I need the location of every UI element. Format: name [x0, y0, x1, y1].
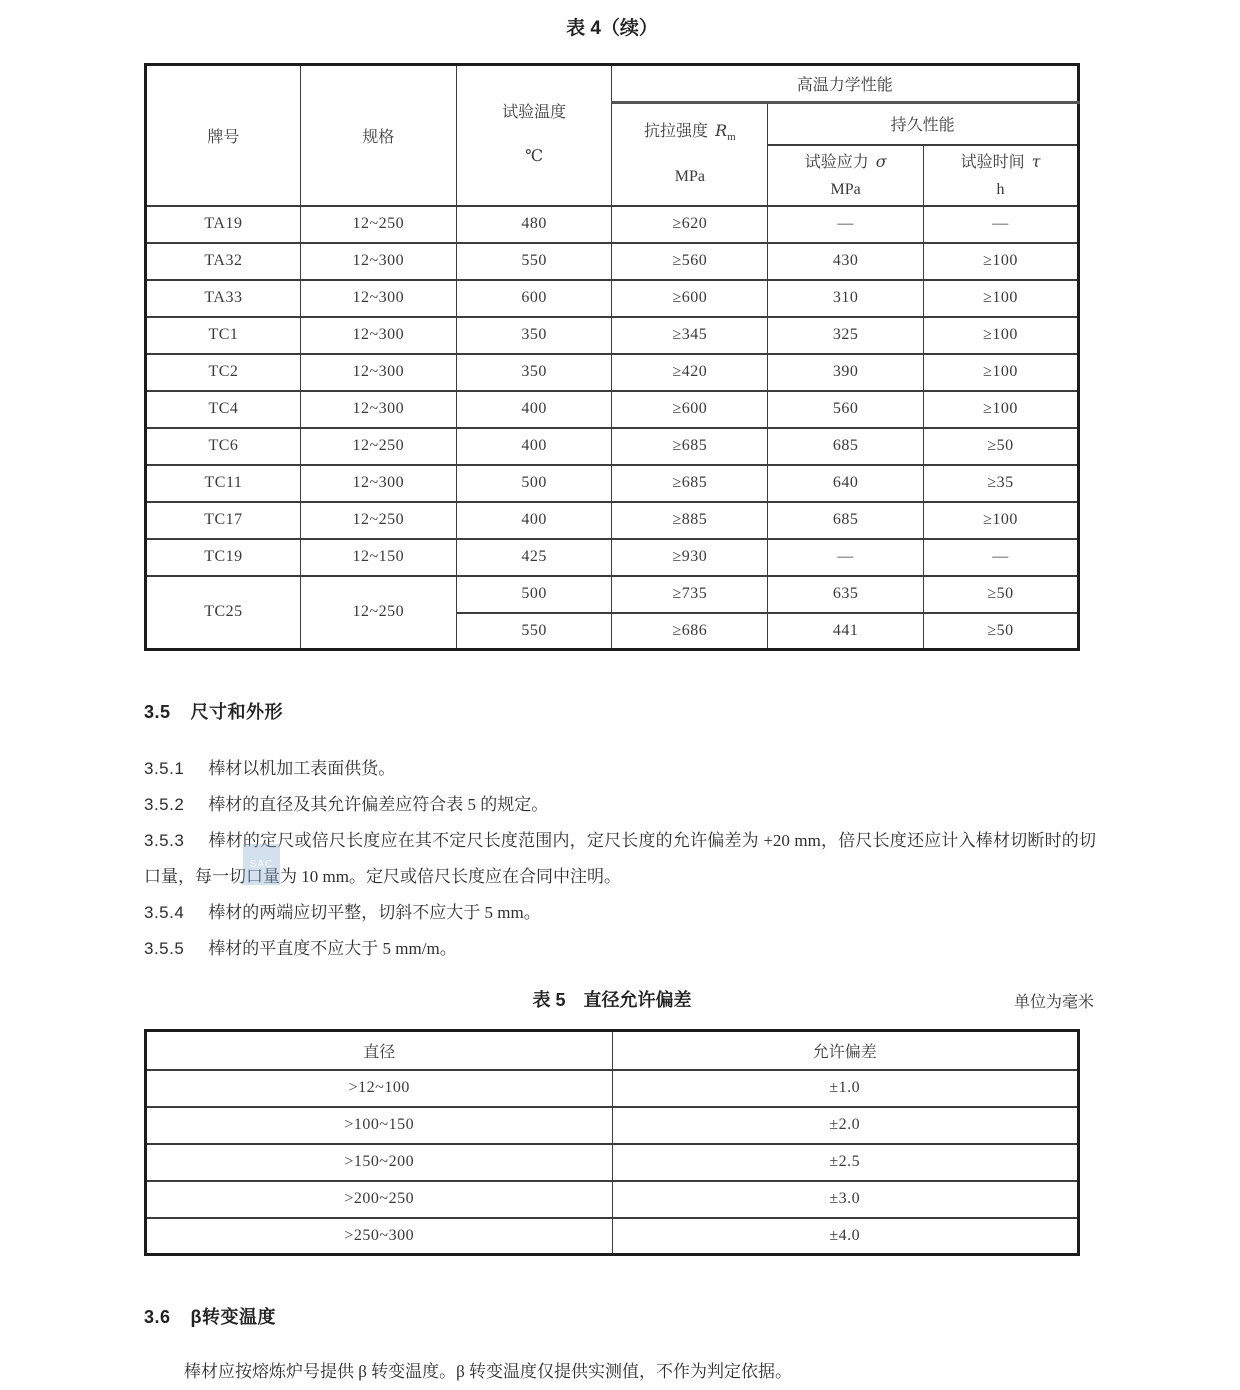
stress-unit: MPa — [830, 180, 861, 198]
table-row — [146, 539, 1079, 576]
time-cell: ≥100 — [924, 354, 1079, 391]
temp-cell: 550 — [456, 243, 612, 280]
spec-cell: 12~250 — [300, 206, 456, 243]
diameter-cell: >200~250 — [146, 1181, 613, 1218]
tolerance-cell: ±2.5 — [612, 1144, 1079, 1181]
temp-cell: 400 — [456, 391, 612, 428]
temperature-label: 试验温度 — [502, 104, 567, 122]
table4 — [144, 63, 1080, 651]
tensile-unit: MPa — [674, 168, 705, 186]
grade-cell: TC25 — [146, 576, 301, 650]
tensile-label: 抗拉强度 — [644, 123, 709, 141]
temp-cell: 400 — [456, 428, 612, 465]
table-row — [146, 576, 1079, 613]
tensile-cell: ≥620 — [612, 206, 768, 243]
tensile-cell: ≥600 — [612, 280, 768, 317]
tolerance-cell: ±3.0 — [612, 1181, 1079, 1218]
table5-caption-label: 表 5 — [532, 990, 566, 1010]
clause-3.5.3 — [144, 823, 1096, 895]
time-label: 试验时间 — [960, 153, 1025, 171]
tensile-cell: ≥560 — [612, 243, 768, 280]
grade-cell: TC2 — [146, 354, 301, 391]
clause-number: 3.5.2 — [144, 795, 185, 814]
time-cell: ≥100 — [924, 391, 1079, 428]
clause-number: 3.5.4 — [144, 903, 185, 922]
tensile-cell: ≥930 — [612, 539, 768, 576]
clause-3.5.4 — [144, 895, 1096, 931]
tolerance-cell: ±2.0 — [612, 1107, 1079, 1144]
tensile-cell: ≥735 — [612, 576, 768, 613]
col-header-grade: 牌号 — [146, 65, 301, 206]
temp-cell: 425 — [456, 539, 612, 576]
spec-cell: 12~300 — [300, 317, 456, 354]
stress-cell: 441 — [768, 613, 924, 650]
stress-cell: 635 — [768, 576, 924, 613]
section-3.5-heading — [144, 698, 1096, 724]
table-row — [146, 243, 1079, 280]
time-cell: ≥100 — [924, 243, 1079, 280]
col-header-tensile-strength — [612, 103, 768, 206]
temp-cell: 600 — [456, 280, 612, 317]
tensile-subscript: m — [727, 131, 736, 144]
table-row — [146, 391, 1079, 428]
table-row — [146, 465, 1079, 502]
stress-cell: 560 — [768, 391, 924, 428]
stress-cell: 685 — [768, 428, 924, 465]
clause-text: 棒材的定尺或倍尺长度应在其不定尺长度范围内，定尺长度的允许偏差为 +20 mm，倍尺长度还应计入棒材切断时的切口量，每一切口量为 10 mm。定尺或倍尺长度应在合同中注明。 — [144, 831, 1096, 886]
group-header-endurance: 持久性能 — [768, 103, 1079, 145]
temp-cell: 480 — [456, 206, 612, 243]
time-cell: — — [924, 539, 1079, 576]
stress-cell: 640 — [768, 465, 924, 502]
col-header-temperature — [456, 65, 612, 206]
col-header-test-stress — [768, 145, 924, 206]
stress-cell: 310 — [768, 280, 924, 317]
grade-cell: TC19 — [146, 539, 301, 576]
temp-cell: 350 — [456, 354, 612, 391]
clause-number: 3.5.5 — [144, 939, 185, 958]
tolerance-cell: ±1.0 — [612, 1070, 1079, 1107]
stress-cell: 430 — [768, 243, 924, 280]
col-header-test-time — [924, 145, 1079, 206]
grade-cell: TC6 — [146, 428, 301, 465]
clause-text: 棒材的平直度不应大于 5 mm/m。 — [208, 939, 457, 958]
stress-cell: — — [768, 206, 924, 243]
section-title: β转变温度 — [190, 1307, 277, 1327]
table4-header-row-1 — [146, 65, 1079, 103]
clause-3.5.5 — [144, 931, 1096, 967]
section-3.6-paragraph: 棒材应按熔炼炉号提供 β 转变温度。β 转变温度仅提供实测值，不作为判定依据。 — [184, 1362, 793, 1381]
section-title: 尺寸和外形 — [190, 702, 284, 722]
col-header-tolerance: 允许偏差 — [612, 1031, 1079, 1070]
spec-cell: 12~250 — [300, 576, 456, 650]
tensile-cell: ≥685 — [612, 465, 768, 502]
stress-label-line — [772, 148, 919, 176]
table5-header-row — [146, 1031, 1079, 1070]
time-cell: ≥100 — [924, 280, 1079, 317]
section-3.5-clauses — [144, 751, 1096, 967]
table-row — [146, 1070, 1079, 1107]
section-number: 3.6 — [144, 1307, 171, 1327]
temp-cell: 500 — [456, 576, 612, 613]
time-cell: ≥50 — [924, 613, 1079, 650]
stress-cell: — — [768, 539, 924, 576]
table5-caption-title: 直径允许偏差 — [583, 990, 692, 1010]
table4-caption: 表 4（续） — [566, 18, 658, 39]
grade-cell: TA19 — [146, 206, 301, 243]
time-symbol: τ — [1031, 151, 1041, 171]
clause-3.5.2 — [144, 787, 1096, 823]
tensile-cell: ≥420 — [612, 354, 768, 391]
temp-cell: 350 — [456, 317, 612, 354]
time-cell: — — [924, 206, 1079, 243]
temp-cell: 550 — [456, 613, 612, 650]
table5-unit-note: 单位为毫米 — [1013, 994, 1094, 1011]
table-row — [146, 280, 1079, 317]
col-header-spec: 规格 — [300, 65, 456, 206]
spec-cell: 12~250 — [300, 502, 456, 539]
stress-cell: 325 — [768, 317, 924, 354]
temperature-unit: ℃ — [525, 148, 544, 166]
table-row — [146, 1144, 1079, 1181]
table5-caption — [144, 986, 1080, 1012]
time-cell: ≥100 — [924, 317, 1079, 354]
tensile-symbol: R — [715, 121, 728, 141]
tensile-label-line — [616, 111, 763, 157]
spec-cell: 12~300 — [300, 280, 456, 317]
time-cell: ≥50 — [924, 576, 1079, 613]
clause-3.5.1 — [144, 751, 1096, 787]
spec-cell: 12~250 — [300, 428, 456, 465]
tensile-cell: ≥685 — [612, 428, 768, 465]
table-row — [146, 1107, 1079, 1144]
clause-text: 棒材以机加工表面供货。 — [208, 759, 396, 778]
spec-cell: 12~300 — [300, 243, 456, 280]
page-content — [144, 0, 1096, 1390]
table-row — [146, 1218, 1079, 1255]
time-cell: ≥50 — [924, 428, 1079, 465]
table-row — [146, 317, 1079, 354]
tensile-cell: ≥345 — [612, 317, 768, 354]
scan-watermark: SAC — [243, 844, 280, 885]
table-row — [146, 206, 1079, 243]
stress-symbol: σ — [875, 151, 887, 171]
section-number: 3.5 — [144, 702, 171, 722]
grade-cell: TA32 — [146, 243, 301, 280]
section-3.6-heading — [144, 1303, 1096, 1329]
grade-cell: TA33 — [146, 280, 301, 317]
table-row — [146, 1181, 1079, 1218]
spec-cell: 12~300 — [300, 465, 456, 502]
spec-cell: 12~300 — [300, 391, 456, 428]
grade-cell: TC1 — [146, 317, 301, 354]
time-cell: ≥35 — [924, 465, 1079, 502]
col-header-diameter: 直径 — [146, 1031, 613, 1070]
table-row — [146, 502, 1079, 539]
clause-number: 3.5.1 — [144, 759, 185, 778]
diameter-cell: >100~150 — [146, 1107, 613, 1144]
time-label-line — [928, 148, 1073, 176]
clause-number: 3.5.3 — [144, 831, 185, 850]
tolerance-cell: ±4.0 — [612, 1218, 1079, 1255]
stress-label: 试验应力 — [804, 153, 869, 171]
table-row — [146, 428, 1079, 465]
grade-cell: TC4 — [146, 391, 301, 428]
tensile-cell: ≥885 — [612, 502, 768, 539]
diameter-cell: >12~100 — [146, 1070, 613, 1107]
group-header-high-temp-properties: 高温力学性能 — [612, 65, 1079, 103]
temp-cell: 500 — [456, 465, 612, 502]
time-unit: h — [996, 180, 1005, 198]
tensile-cell: ≥600 — [612, 391, 768, 428]
clause-text: 棒材的直径及其允许偏差应符合表 5 的规定。 — [208, 795, 549, 814]
table-row — [146, 354, 1079, 391]
stress-cell: 685 — [768, 502, 924, 539]
spec-cell: 12~150 — [300, 539, 456, 576]
time-cell: ≥100 — [924, 502, 1079, 539]
spec-cell: 12~300 — [300, 354, 456, 391]
table5-caption-row — [144, 986, 1094, 1012]
diameter-cell: >150~200 — [146, 1144, 613, 1181]
stress-cell: 390 — [768, 354, 924, 391]
tensile-cell: ≥686 — [612, 613, 768, 650]
diameter-cell: >250~300 — [146, 1218, 613, 1255]
grade-cell: TC17 — [146, 502, 301, 539]
grade-cell: TC11 — [146, 465, 301, 502]
clause-text: 棒材的两端应切平整，切斜不应大于 5 mm。 — [208, 903, 541, 922]
table5 — [144, 1029, 1080, 1256]
temp-cell: 400 — [456, 502, 612, 539]
